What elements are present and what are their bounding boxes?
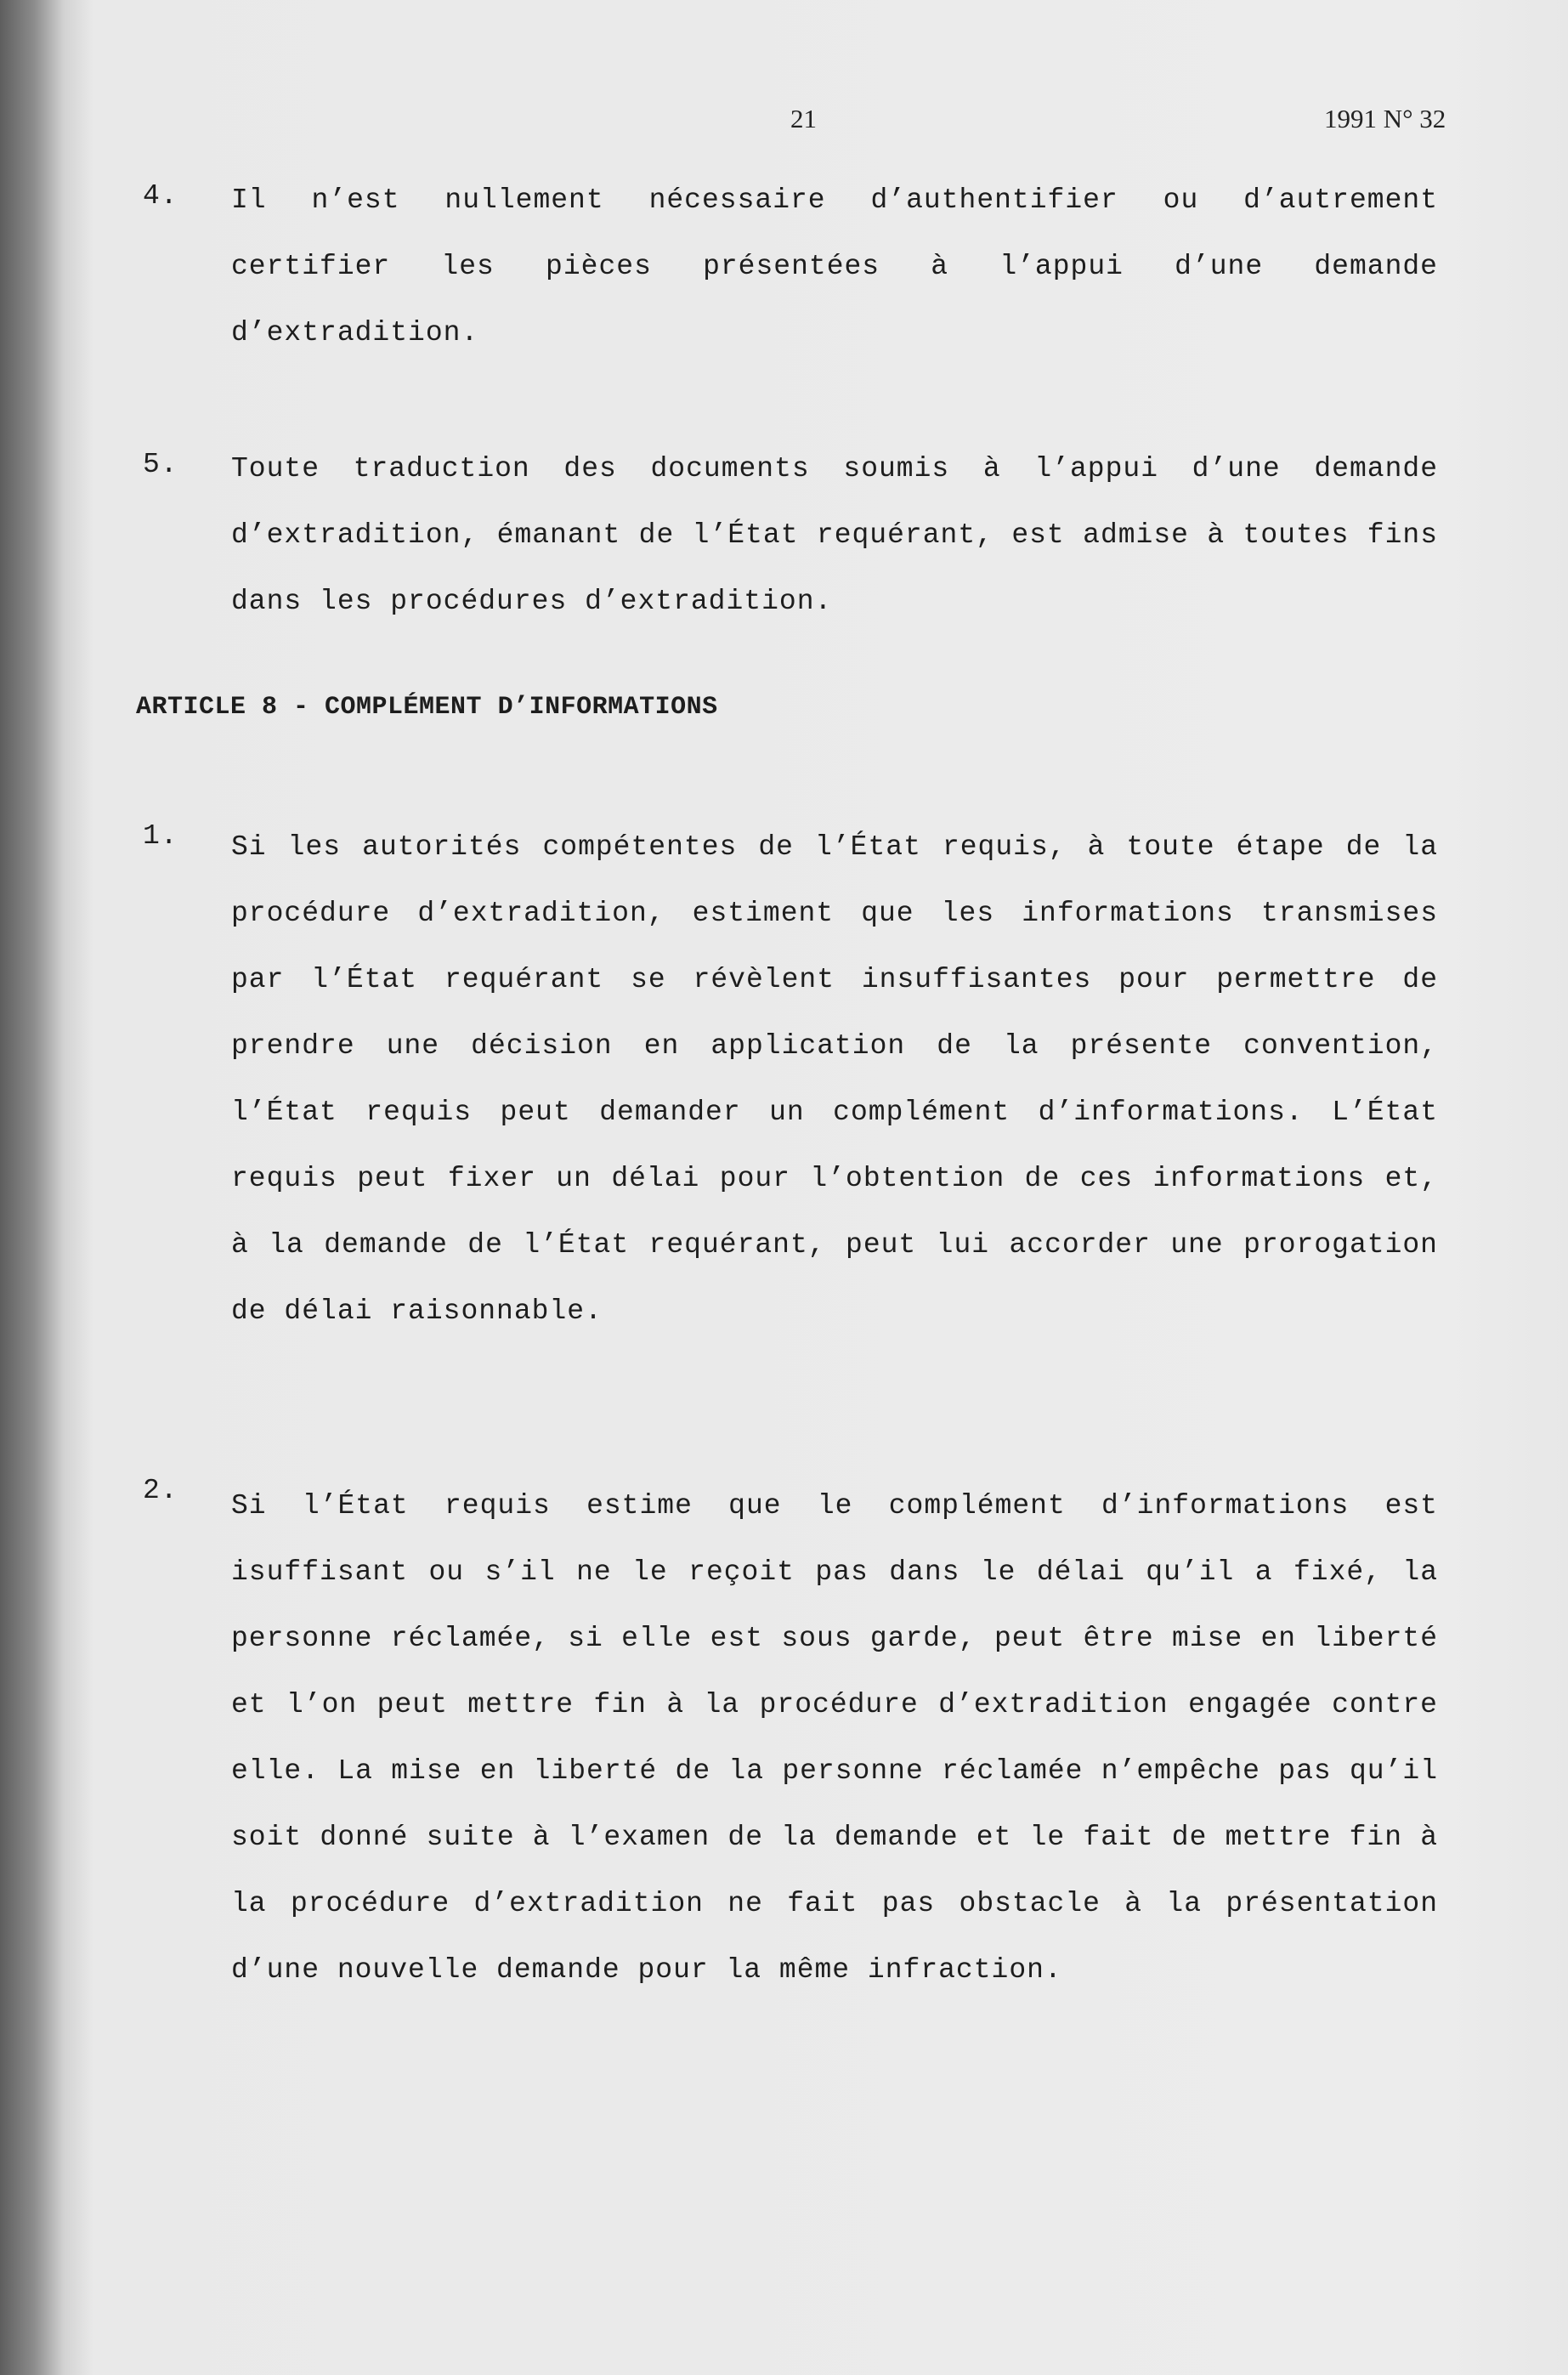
article-paragraph-2-text: Si l’État requis estime que le complément d’informations est isuffisant ou s’il ne le reçoit pas dans le délai qu’il a fixé, la personne réclamée, si elle est sous garde, peut être mise en liberté et l’on peut mettre fin à la procédure d’extradition engagée contre elle. La mise en liberté de la personne réclamée n’empêche pas qu’il soit donné suite à l’examen de la demande et le fait de mettre fin à la procédure d’extradition ne fait pas obstacle à la présentation d’une nouvelle demande pour la même infraction. (231, 1490, 1438, 1986)
article-paragraph-number-2: 2. (143, 1475, 178, 1506)
paragraph-number-4: 4. (143, 180, 178, 212)
article-paragraph-1-text: Si les autorités compétentes de l’État requis, à toute étape de la procédure d’extradition, estiment que les informations transmises par l’État requérant se révèlent insuffisantes pour permettre de prendre une décision en application de la présente convention, l’État requis peut demander un complément d’informations. L’État requis peut fixer un délai pour l’obtention de ces informations et, à la demande de l’État requérant, peut lui accorder une prorogation de délai raisonnable. (231, 831, 1438, 1327)
paragraph-number-5: 5. (143, 449, 178, 480)
paragraph-5-text: Toute traduction des documents soumis à l’appui d’une demande d’extradition, émanant de l’État requérant, est admise à toutes fins dans les procédures d’extradition. (231, 453, 1438, 617)
document-reference: 1991 N° 32 (1324, 104, 1446, 133)
article-heading: ARTICLE 8 - COMPLÉMENT D’INFORMATIONS (136, 693, 718, 722)
paragraph-4-text: Il n’est nullement nécessaire d’authentifier ou d’autrement certifier les pièces présentées à l’appui d’une demande d’extradition. (231, 184, 1438, 349)
article-paragraph-number-1: 1. (143, 820, 178, 852)
page-number: 21 (790, 104, 817, 133)
